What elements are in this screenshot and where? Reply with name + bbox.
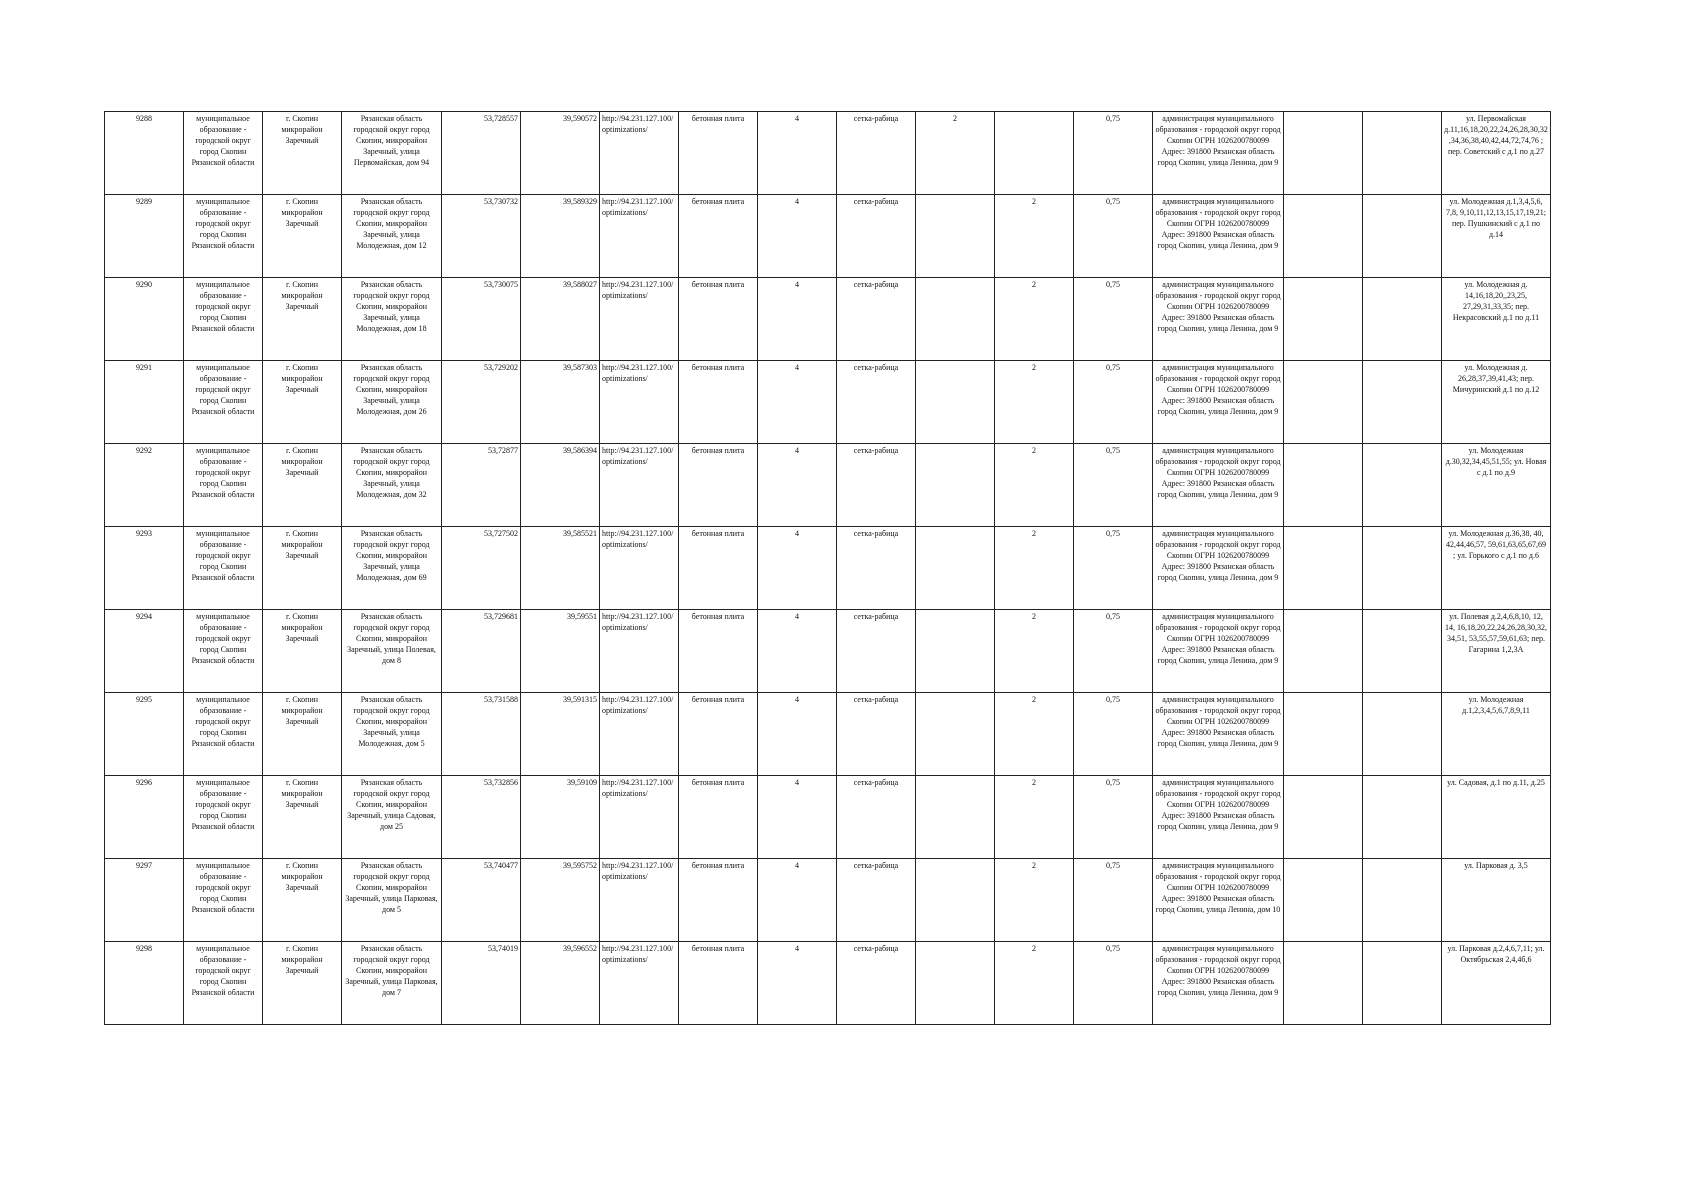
owner-cell: муниципальное образование - городской округ город Скопин Рязанской области: [184, 195, 263, 278]
empty-cell-b: [1363, 361, 1442, 444]
latitude-cell: 53,74019: [442, 942, 521, 1025]
row-number: 9295: [105, 693, 184, 776]
containers-col-a: [916, 527, 995, 610]
surface-cell: бетонная плита: [679, 942, 758, 1025]
row-number: 9290: [105, 278, 184, 361]
row-number: 9292: [105, 444, 184, 527]
containers-col-a: [916, 859, 995, 942]
longitude-cell: 39,586394: [521, 444, 600, 527]
volume-cell: 0,75: [1074, 693, 1153, 776]
address-cell: Рязанская область городской округ город Скопин, микрорайон Заречный, улица Молодежная, дом 5: [342, 693, 442, 776]
longitude-cell: 39,589329: [521, 195, 600, 278]
address-cell: Рязанская область городской округ город Скопин, микрорайон Заречный, улица Молодежная, дом 18: [342, 278, 442, 361]
fence-cell: сетка-рабица: [837, 776, 916, 859]
url-cell: http://94.231.127.100/optimizations/: [600, 859, 679, 942]
row-number: 9297: [105, 859, 184, 942]
served-addresses-cell: ул. Молодежная д.1,2,3,4,5,6,7,8,9,11: [1442, 693, 1551, 776]
empty-cell-a: [1284, 444, 1363, 527]
locality-cell: г. Скопин микрорайон Заречный: [263, 444, 342, 527]
owner-cell: муниципальное образование - городской округ город Скопин Рязанской области: [184, 444, 263, 527]
row-number: 9291: [105, 361, 184, 444]
volume-cell: 0,75: [1074, 610, 1153, 693]
empty-cell-b: [1363, 610, 1442, 693]
containers-col-b: 2: [995, 776, 1074, 859]
operator-cell: администрация муниципального образования - городской округ город Скопин ОГРН 1026200780099 Адрес: 391800 Рязанская область город Скопин, улица Ленина, дом 9: [1153, 278, 1284, 361]
volume-cell: 0,75: [1074, 527, 1153, 610]
empty-cell-b: [1363, 112, 1442, 195]
fence-cell: сетка-рабица: [837, 112, 916, 195]
longitude-cell: 39,587303: [521, 361, 600, 444]
area-cell: 4: [758, 776, 837, 859]
surface-cell: бетонная плита: [679, 776, 758, 859]
served-addresses-cell: ул. Молодежная д.36,38, 40, 42,44,46,57, 59,61,63,65,67,69 ; ул. Горького с д.1 по д.6: [1442, 527, 1551, 610]
row-number: 9298: [105, 942, 184, 1025]
containers-col-a: [916, 610, 995, 693]
latitude-cell: 53,727502: [442, 527, 521, 610]
table-row: [105, 444, 1551, 527]
latitude-cell: 53,729202: [442, 361, 521, 444]
longitude-cell: 39,590572: [521, 112, 600, 195]
containers-col-b: 2: [995, 942, 1074, 1025]
url-cell: http://94.231.127.100/optimizations/: [600, 444, 679, 527]
operator-cell: администрация муниципального образования - городской округ город Скопин ОГРН 1026200780099 Адрес: 391800 Рязанская область город Скопин, улица Ленина, дом 9: [1153, 776, 1284, 859]
address-cell: Рязанская область городской округ город Скопин, микрорайон Заречный, улица Садовая, дом 25: [342, 776, 442, 859]
containers-col-b: 2: [995, 859, 1074, 942]
owner-cell: муниципальное образование - городской округ город Скопин Рязанской области: [184, 942, 263, 1025]
containers-col-a: [916, 776, 995, 859]
longitude-cell: 39,588027: [521, 278, 600, 361]
latitude-cell: 53,740477: [442, 859, 521, 942]
containers-col-a: [916, 361, 995, 444]
address-cell: Рязанская область городской округ город Скопин, микрорайон Заречный, улица Молодежная, дом 12: [342, 195, 442, 278]
served-addresses-cell: ул. Молодежная д. 26,28,37,39,41,43; пер. Мичуринский д.1 по д.12: [1442, 361, 1551, 444]
locality-cell: г. Скопин микрорайон Заречный: [263, 112, 342, 195]
empty-cell-a: [1284, 112, 1363, 195]
area-cell: 4: [758, 444, 837, 527]
url-cell: http://94.231.127.100/optimizations/: [600, 693, 679, 776]
address-cell: Рязанская область городской округ город Скопин, микрорайон Заречный, улица Молодежная, дом 69: [342, 527, 442, 610]
data-sheet: [104, 111, 1550, 1025]
surface-cell: бетонная плита: [679, 444, 758, 527]
empty-cell-b: [1363, 195, 1442, 278]
address-cell: Рязанская область городской округ город Скопин, микрорайон Заречный, улица Первомайская, дом 94: [342, 112, 442, 195]
url-cell: http://94.231.127.100/optimizations/: [600, 942, 679, 1025]
address-cell: Рязанская область городской округ город Скопин, микрорайон Заречный, улица Парковая, дом 7: [342, 942, 442, 1025]
table-row: [105, 610, 1551, 693]
url-cell: http://94.231.127.100/optimizations/: [600, 527, 679, 610]
longitude-cell: 39,591315: [521, 693, 600, 776]
latitude-cell: 53,732856: [442, 776, 521, 859]
area-cell: 4: [758, 195, 837, 278]
locality-cell: г. Скопин микрорайон Заречный: [263, 361, 342, 444]
owner-cell: муниципальное образование - городской округ город Скопин Рязанской области: [184, 278, 263, 361]
table-body: [105, 112, 1551, 1025]
row-number: 9294: [105, 610, 184, 693]
locality-cell: г. Скопин микрорайон Заречный: [263, 610, 342, 693]
volume-cell: 0,75: [1074, 361, 1153, 444]
url-cell: http://94.231.127.100/optimizations/: [600, 610, 679, 693]
served-addresses-cell: ул. Парковая д.2,4,6,7,11; ул. Октябрьская 2,4,4б,6: [1442, 942, 1551, 1025]
containers-col-a: [916, 195, 995, 278]
latitude-cell: 53,728557: [442, 112, 521, 195]
owner-cell: муниципальное образование - городской округ город Скопин Рязанской области: [184, 610, 263, 693]
latitude-cell: 53,730732: [442, 195, 521, 278]
served-addresses-cell: ул. Молодежная д.1,3,4,5,6, 7,8, 9,10,11,12,13,15,17,19,21; пер. Пушкинский с д.1 по д.14: [1442, 195, 1551, 278]
table-row: [105, 112, 1551, 195]
fence-cell: сетка-рабица: [837, 859, 916, 942]
area-cell: 4: [758, 112, 837, 195]
surface-cell: бетонная плита: [679, 693, 758, 776]
table-row: [105, 278, 1551, 361]
empty-cell-a: [1284, 693, 1363, 776]
owner-cell: муниципальное образование - городской округ город Скопин Рязанской области: [184, 776, 263, 859]
owner-cell: муниципальное образование - городской округ город Скопин Рязанской области: [184, 112, 263, 195]
empty-cell-b: [1363, 693, 1442, 776]
containers-col-a: [916, 444, 995, 527]
empty-cell-a: [1284, 361, 1363, 444]
surface-cell: бетонная плита: [679, 610, 758, 693]
url-cell: http://94.231.127.100/optimizations/: [600, 112, 679, 195]
area-cell: 4: [758, 278, 837, 361]
volume-cell: 0,75: [1074, 776, 1153, 859]
served-addresses-cell: ул. Парковая д. 3,5: [1442, 859, 1551, 942]
operator-cell: администрация муниципального образования - городской округ город Скопин ОГРН 1026200780099 Адрес: 391800 Рязанская область город Скопин, улица Ленина, дом 9: [1153, 444, 1284, 527]
locality-cell: г. Скопин микрорайон Заречный: [263, 527, 342, 610]
served-addresses-cell: ул. Полевая д.2,4,6,8,10, 12, 14, 16,18,20,22,24,26,28,30,32, 34,51, 53,55,57,59,61,63; пер. Гагарина 1,2,3А: [1442, 610, 1551, 693]
row-number: 9288: [105, 112, 184, 195]
empty-cell-a: [1284, 610, 1363, 693]
containers-col-b: 2: [995, 527, 1074, 610]
longitude-cell: 39,596552: [521, 942, 600, 1025]
containers-col-a: [916, 278, 995, 361]
locality-cell: г. Скопин микрорайон Заречный: [263, 859, 342, 942]
table-row: [105, 527, 1551, 610]
area-cell: 4: [758, 610, 837, 693]
row-number: 9296: [105, 776, 184, 859]
containers-col-b: 2: [995, 610, 1074, 693]
containers-col-b: [995, 112, 1074, 195]
empty-cell-a: [1284, 195, 1363, 278]
table-row: [105, 776, 1551, 859]
fence-cell: сетка-рабица: [837, 361, 916, 444]
table-row: [105, 693, 1551, 776]
area-cell: 4: [758, 693, 837, 776]
empty-cell-b: [1363, 859, 1442, 942]
containers-col-a: [916, 693, 995, 776]
address-cell: Рязанская область городской округ город Скопин, микрорайон Заречный, улица Полевая, дом 8: [342, 610, 442, 693]
owner-cell: муниципальное образование - городской округ город Скопин Рязанской области: [184, 361, 263, 444]
owner-cell: муниципальное образование - городской округ город Скопин Рязанской области: [184, 527, 263, 610]
empty-cell-b: [1363, 278, 1442, 361]
served-addresses-cell: ул. Первомайская д.11,16,18,20,22,24,26,28,30,32,34,36,38,40,42,44,72,74,76 ; пер. Советский с д.1 по д.27: [1442, 112, 1551, 195]
operator-cell: администрация муниципального образования - городской округ город Скопин ОГРН 1026200780099 Адрес: 391800 Рязанская область город Скопин, улица Ленина, дом 9: [1153, 527, 1284, 610]
surface-cell: бетонная плита: [679, 859, 758, 942]
url-cell: http://94.231.127.100/optimizations/: [600, 195, 679, 278]
empty-cell-a: [1284, 859, 1363, 942]
empty-cell-b: [1363, 942, 1442, 1025]
served-addresses-cell: ул. Молодежная д. 14,16,18,20,,23,25, 27,29,31,33,35; пер. Некрасовский д.1 по д.11: [1442, 278, 1551, 361]
empty-cell-b: [1363, 444, 1442, 527]
table-row: [105, 942, 1551, 1025]
longitude-cell: 39,585521: [521, 527, 600, 610]
longitude-cell: 39,59109: [521, 776, 600, 859]
address-cell: Рязанская область городской округ город Скопин, микрорайон Заречный, улица Молодежная, дом 32: [342, 444, 442, 527]
area-cell: 4: [758, 527, 837, 610]
latitude-cell: 53,730075: [442, 278, 521, 361]
empty-cell-b: [1363, 527, 1442, 610]
longitude-cell: 39,595752: [521, 859, 600, 942]
volume-cell: 0,75: [1074, 278, 1153, 361]
empty-cell-a: [1284, 278, 1363, 361]
empty-cell-a: [1284, 527, 1363, 610]
containers-col-b: 2: [995, 444, 1074, 527]
address-cell: Рязанская область городской округ город Скопин, микрорайон Заречный, улица Молодежная, дом 26: [342, 361, 442, 444]
containers-col-b: 2: [995, 195, 1074, 278]
row-number: 9293: [105, 527, 184, 610]
area-cell: 4: [758, 942, 837, 1025]
latitude-cell: 53,72877: [442, 444, 521, 527]
container-sites-table: [104, 111, 1551, 1025]
owner-cell: муниципальное образование - городской округ город Скопин Рязанской области: [184, 693, 263, 776]
operator-cell: администрация муниципального образования - городской округ город Скопин ОГРН 1026200780099 Адрес: 391800 Рязанская область город Скопин, улица Ленина, дом 9: [1153, 942, 1284, 1025]
fence-cell: сетка-рабица: [837, 693, 916, 776]
served-addresses-cell: ул. Молодежная д.30,32,34,45,51,55; ул. Новая с д.1 по д.9: [1442, 444, 1551, 527]
volume-cell: 0,75: [1074, 859, 1153, 942]
locality-cell: г. Скопин микрорайон Заречный: [263, 693, 342, 776]
containers-col-b: 2: [995, 693, 1074, 776]
url-cell: http://94.231.127.100/optimizations/: [600, 278, 679, 361]
fence-cell: сетка-рабица: [837, 444, 916, 527]
table-row: [105, 859, 1551, 942]
area-cell: 4: [758, 361, 837, 444]
area-cell: 4: [758, 859, 837, 942]
empty-cell-a: [1284, 942, 1363, 1025]
containers-col-b: 2: [995, 361, 1074, 444]
table-row: [105, 361, 1551, 444]
operator-cell: администрация муниципального образования - городской округ город Скопин ОГРН 1026200780099 Адрес: 391800 Рязанская область город Скопин, улица Ленина, дом 9: [1153, 693, 1284, 776]
surface-cell: бетонная плита: [679, 195, 758, 278]
fence-cell: сетка-рабица: [837, 278, 916, 361]
containers-col-a: [916, 942, 995, 1025]
table-row: [105, 195, 1551, 278]
surface-cell: бетонная плита: [679, 112, 758, 195]
locality-cell: г. Скопин микрорайон Заречный: [263, 942, 342, 1025]
operator-cell: администрация муниципального образования - городской округ город Скопин ОГРН 1026200780099 Адрес: 391800 Рязанская область город Скопин, улица Ленина, дом 9: [1153, 361, 1284, 444]
fence-cell: сетка-рабица: [837, 610, 916, 693]
empty-cell-b: [1363, 776, 1442, 859]
row-number: 9289: [105, 195, 184, 278]
fence-cell: сетка-рабица: [837, 527, 916, 610]
volume-cell: 0,75: [1074, 444, 1153, 527]
surface-cell: бетонная плита: [679, 278, 758, 361]
volume-cell: 0,75: [1074, 195, 1153, 278]
served-addresses-cell: ул. Садовая, д.1 по д.11, д.25: [1442, 776, 1551, 859]
volume-cell: 0,75: [1074, 942, 1153, 1025]
owner-cell: муниципальное образование - городской округ город Скопин Рязанской области: [184, 859, 263, 942]
containers-col-a: 2: [916, 112, 995, 195]
locality-cell: г. Скопин микрорайон Заречный: [263, 776, 342, 859]
operator-cell: администрация муниципального образования - городской округ город Скопин ОГРН 1026200780099 Адрес: 391800 Рязанская область город Скопин, улица Ленина, дом 9: [1153, 112, 1284, 195]
url-cell: http://94.231.127.100/optimizations/: [600, 776, 679, 859]
latitude-cell: 53,729681: [442, 610, 521, 693]
locality-cell: г. Скопин микрорайон Заречный: [263, 278, 342, 361]
fence-cell: сетка-рабица: [837, 195, 916, 278]
empty-cell-a: [1284, 776, 1363, 859]
fence-cell: сетка-рабица: [837, 942, 916, 1025]
surface-cell: бетонная плита: [679, 527, 758, 610]
longitude-cell: 39,59551: [521, 610, 600, 693]
surface-cell: бетонная плита: [679, 361, 758, 444]
volume-cell: 0,75: [1074, 112, 1153, 195]
containers-col-b: 2: [995, 278, 1074, 361]
latitude-cell: 53,731588: [442, 693, 521, 776]
operator-cell: администрация муниципального образования - городской округ город Скопин ОГРН 1026200780099 Адрес: 391800 Рязанская область город Скопин, улица Ленина, дом 9: [1153, 195, 1284, 278]
operator-cell: администрация муниципального образования - городской округ город Скопин ОГРН 1026200780099 Адрес: 391800 Рязанская область город Скопин, улица Ленина, дом 10: [1153, 859, 1284, 942]
url-cell: http://94.231.127.100/optimizations/: [600, 361, 679, 444]
locality-cell: г. Скопин микрорайон Заречный: [263, 195, 342, 278]
operator-cell: администрация муниципального образования - городской округ город Скопин ОГРН 1026200780099 Адрес: 391800 Рязанская область город Скопин, улица Ленина, дом 9: [1153, 610, 1284, 693]
address-cell: Рязанская область городской округ город Скопин, микрорайон Заречный, улица Парковая, дом 5: [342, 859, 442, 942]
